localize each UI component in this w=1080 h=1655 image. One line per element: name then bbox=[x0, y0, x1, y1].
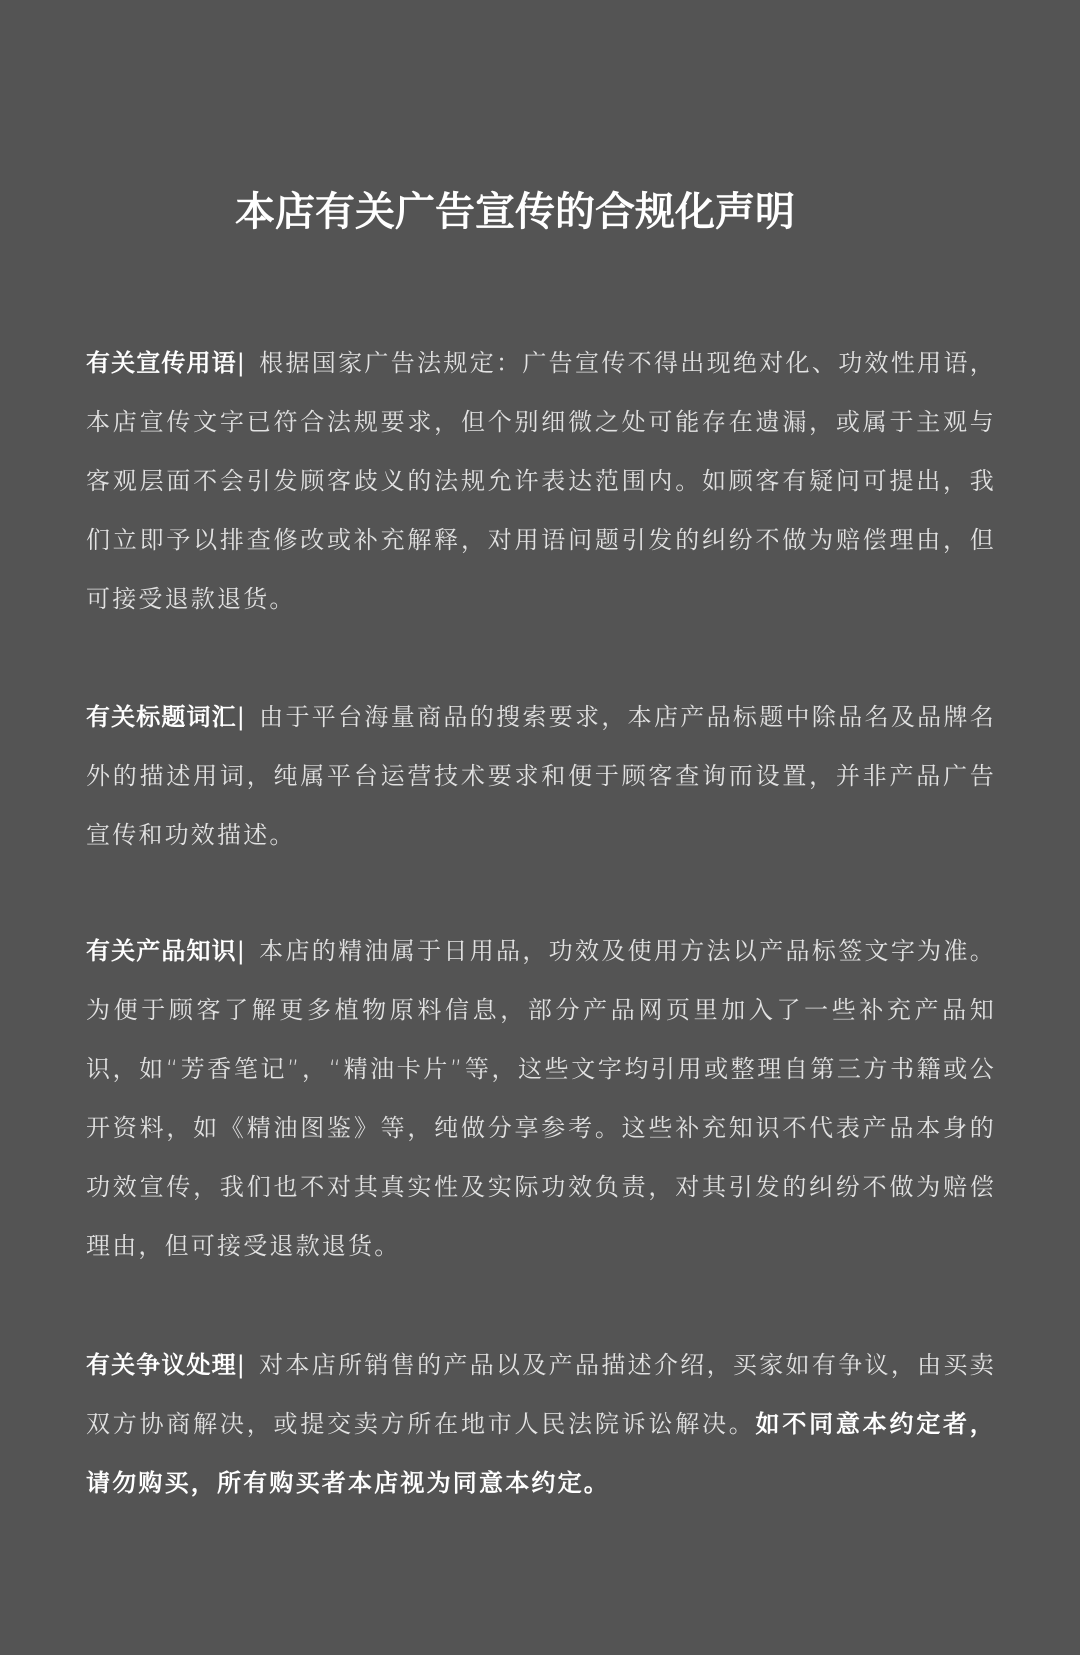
section-emphasis-text: 如不同意本约定者，请勿购买，所有购买者本店视为同意本约定。 bbox=[86, 1410, 996, 1497]
section-dispute-handling bbox=[86, 1336, 996, 1513]
section-title-vocabulary bbox=[86, 688, 996, 865]
section-text: 由于平台海量商品的搜索要求，本店产品标题中除品名及品牌名外的描述用词，纯属平台运营技术要求和便于顾客查询而设置，并非产品广告宣传和功效描述。 bbox=[86, 703, 997, 849]
section-text: 对本店所销售的产品以及产品描述介绍，买家如有争议，由买卖双方协商解决，或提交卖方所在地市人民法院诉讼解决。 bbox=[86, 1351, 997, 1438]
section-label: 有关产品知识 bbox=[86, 937, 237, 965]
section-label: 有关宣传用语 bbox=[86, 349, 237, 377]
section-label: 有关争议处理 bbox=[86, 1351, 237, 1379]
section-label: 有关标题词汇 bbox=[86, 703, 237, 731]
section-text: 根据国家广告法规定：广告宣传不得出现绝对化、功效性用语，本店宣传文字已符合法规要求，但个别细微之处可能存在遗漏，或属于主观与客观层面不会引发顾客歧义的法规允许表达范围内。如顾客有疑问可提出，我们立即予以排查修改或补充解释，对用语问题引发的纠纷不做为赔偿理由，但可接受退款退货。 bbox=[86, 349, 997, 613]
section-separator: | bbox=[236, 1351, 248, 1379]
section-separator: | bbox=[236, 937, 248, 965]
page-title: 本店有关广告宣传的合规化声明 bbox=[235, 189, 795, 235]
section-separator: | bbox=[236, 703, 248, 731]
section-promotional-terms bbox=[86, 334, 996, 629]
section-separator: | bbox=[236, 349, 248, 377]
section-text: 本店的精油属于日用品，功效及使用方法以产品标签文字为准。为便于顾客了解更多植物原料信息，部分产品网页里加入了一些补充产品知识，如“芳香笔记”，“精油卡片”等，这些文字均引用或整理自第三方书籍或公开资料，如《精油图鉴》等，纯做分享参考。这些补充知识不代表产品本身的功效宣传，我们也不对其真实性及实际功效负责，对其引发的纠纷不做为赔偿理由，但可接受退款退货。 bbox=[86, 937, 997, 1260]
section-product-knowledge bbox=[86, 922, 996, 1276]
